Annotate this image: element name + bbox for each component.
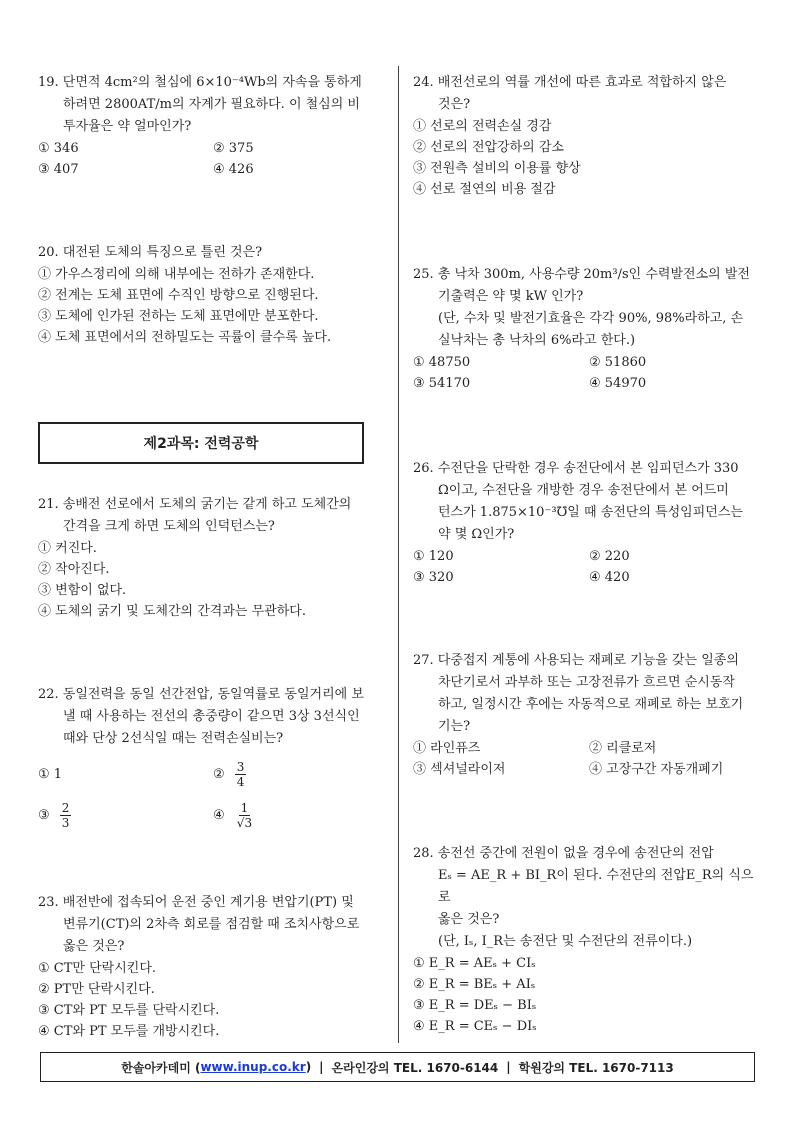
option-2[interactable]: [213, 760, 388, 789]
option-2[interactable]: ② 220: [589, 549, 630, 564]
question-28: [413, 843, 765, 1037]
option-1[interactable]: ① 48750: [413, 355, 471, 370]
stem-line: 때와 단상 2선식일 때는 전력손실비는?: [63, 731, 284, 746]
numerator: 2: [61, 800, 70, 815]
option-3[interactable]: ③ 섹셔널라이저: [413, 762, 506, 777]
stem-line: Ω이고, 수전단을 개방한 경우 송전단에서 본 어드미: [438, 483, 729, 498]
question-22: [38, 684, 388, 832]
question-21: [38, 494, 388, 622]
option-4[interactable]: [213, 801, 388, 830]
column-divider: [398, 66, 399, 1043]
fraction: [235, 760, 247, 789]
option-2[interactable]: ② E_R = BEₛ + AIₛ: [413, 977, 536, 992]
stem-line: 턴스가 1.875×10⁻³℧일 때 송전단의 특성임피던스는: [438, 505, 743, 520]
question-25-stem: [413, 264, 765, 352]
option-3[interactable]: ③ 전원측 설비의 이용률 향상: [413, 161, 581, 176]
stem-line: 19. 단면적 4cm²의 철심에 6×10⁻⁴Wb의 자속을 통하게: [38, 75, 362, 90]
footer-org: 한솔아카데미 (: [121, 1060, 201, 1075]
question-19: [38, 72, 388, 180]
stem-line: 21. 송배전 선로에서 도체의 굵기는 같게 하고 도체간의: [38, 497, 352, 512]
stem-line: (단, 수차 및 발전기효율은 각각 90%, 98%라하고, 손: [438, 311, 744, 326]
stem-line: 28. 송전선 중간에 전원이 없을 경우에 송전단의 전압: [413, 846, 714, 861]
stem-line: 기출력은 약 몇 kW 인가?: [438, 289, 584, 304]
stem-line: 하고, 일정시간 후에는 자동적으로 재폐로 하는 보호기: [438, 697, 744, 712]
option-1[interactable]: ① 라인퓨즈: [413, 741, 481, 756]
option-1[interactable]: ① E_R = AEₛ + CIₛ: [413, 956, 536, 971]
option-label: ④: [213, 807, 225, 823]
option-3[interactable]: ③ 407: [38, 162, 79, 177]
option-label: ②: [213, 766, 225, 782]
question-26: [413, 458, 765, 588]
stem-line: 하려면 2800AT/m의 자계가 필요하다. 이 철심의 비: [63, 97, 360, 112]
question-27-stem: [413, 650, 765, 738]
option-2[interactable]: ② 375: [213, 141, 254, 156]
footer: [40, 1052, 755, 1082]
option-4[interactable]: ④ 고장구간 자동개폐기: [589, 762, 724, 777]
stem-line: 변류기(CT)의 2차측 회로를 점검할 때 조치사항으로: [63, 917, 360, 932]
option-4[interactable]: ④ 도체 표면에서의 전하밀도는 곡률이 클수록 높다.: [38, 330, 332, 345]
option-label: ③: [38, 807, 50, 823]
stem-line: 기는?: [438, 719, 471, 734]
option-2[interactable]: ② 51860: [589, 355, 647, 370]
option-2[interactable]: ② 리클로저: [589, 741, 657, 756]
question-20-stem: 20. 대전된 도체의 특징으로 틀린 것은?: [38, 245, 263, 260]
stem-line: 25. 총 낙차 300m, 사용수량 20m³/s인 수력발전소의 발전: [413, 267, 750, 282]
question-28-stem: [413, 843, 765, 953]
stem-line: Eₛ = AE_R + BI_R이 된다. 수전단의 전압E_R의 식으로: [438, 868, 754, 905]
question-23: [38, 892, 388, 1042]
option-2[interactable]: ② PT만 단락시킨다.: [38, 982, 155, 997]
question-20: [38, 242, 388, 348]
question-24: [413, 72, 765, 200]
question-19-stem: [38, 72, 388, 138]
option-1[interactable]: ① 선로의 전력손실 경감: [413, 119, 552, 134]
option-3[interactable]: ③ E_R = DEₛ − BIₛ: [413, 998, 537, 1013]
option-4[interactable]: ④ 54970: [589, 376, 647, 391]
option-1[interactable]: ① 1: [38, 766, 63, 782]
question-24-stem: [413, 72, 765, 116]
option-4[interactable]: ④ 426: [213, 162, 254, 177]
footer-academy-tel: 학원강의 TEL. 1670-7113: [518, 1060, 674, 1075]
numerator: 3: [236, 759, 245, 774]
stem-line: 옳은 것은?: [63, 939, 125, 954]
stem-line: 24. 배전선로의 역률 개선에 따른 효과로 적합하지 않은: [413, 75, 727, 90]
option-1[interactable]: ① 가우스정리에 의해 내부에는 전하가 존재한다.: [38, 267, 315, 282]
stem-line: 26. 수전단을 단락한 경우 송전단에서 본 임피던스가 330: [413, 461, 739, 476]
question-26-stem: [413, 458, 765, 546]
footer-separator: |: [319, 1060, 324, 1074]
option-1[interactable]: ① CT만 단락시킨다.: [38, 961, 157, 976]
option-3[interactable]: ③ 변함이 없다.: [38, 583, 127, 598]
option-4[interactable]: ④ 420: [589, 570, 630, 585]
option-4[interactable]: ④ 도체의 굵기 및 도체간의 간격과는 무관하다.: [38, 604, 306, 619]
stem-line: 23. 배전반에 접속되어 운전 중인 계기용 변압기(PT) 및: [38, 895, 354, 910]
option-3[interactable]: ③ 54170: [413, 376, 471, 391]
option-4[interactable]: ④ E_R = CEₛ − DIₛ: [413, 1019, 537, 1034]
stem-line: 것은?: [438, 97, 471, 112]
denominator: √3: [236, 815, 253, 830]
option-2[interactable]: ② 전계는 도체 표면에 수직인 방향으로 진행된다.: [38, 288, 319, 303]
stem-line: 낼 때 사용하는 전선의 총중량이 같으면 3상 3선식인: [63, 709, 360, 724]
stem-line: (단, Iₛ, I_R는 송전단 및 수전단의 전류이다.): [438, 934, 693, 949]
question-23-stem: [38, 892, 388, 958]
option-4[interactable]: ④ CT와 PT 모두를 개방시킨다.: [38, 1024, 220, 1039]
denominator: 3: [61, 815, 70, 830]
footer-online-tel: 온라인강의 TEL. 1670-6144: [331, 1060, 499, 1075]
option-3[interactable]: ③ CT와 PT 모두를 단락시킨다.: [38, 1003, 220, 1018]
footer-separator: |: [506, 1060, 511, 1074]
option-3[interactable]: ③ 도체에 인가된 전하는 도체 표면에만 분포한다.: [38, 309, 319, 324]
option-3[interactable]: [38, 801, 213, 830]
stem-line: 옳은 것은?: [438, 912, 500, 927]
option-3[interactable]: ③ 320: [413, 570, 454, 585]
fraction: [235, 801, 254, 830]
option-1[interactable]: ① 346: [38, 141, 79, 156]
subject-title-box: [38, 422, 364, 464]
stem-line: 약 몇 Ω인가?: [438, 527, 515, 542]
option-4[interactable]: ④ 선로 절연의 비용 절감: [413, 182, 556, 197]
stem-line: 27. 다중접지 계통에 사용되는 재폐로 기능을 갖는 일종의: [413, 653, 739, 668]
stem-line: 실낙차는 총 낙차의 6%라고 한다.): [438, 333, 636, 348]
question-22-stem: [38, 684, 388, 750]
option-2[interactable]: ② 작아진다.: [38, 562, 110, 577]
subject-title: 제2과목: 전력공학: [143, 436, 259, 452]
stem-line: 투자율은 약 얼마인가?: [63, 119, 192, 134]
stem-line: 22. 동일전력을 동일 선간전압, 동일역률로 동일거리에 보: [38, 687, 364, 702]
footer-url-link[interactable]: www.inup.co.kr: [200, 1060, 306, 1074]
denominator: 4: [236, 774, 245, 789]
option-2[interactable]: ② 선로의 전압강하의 감소: [413, 140, 564, 155]
numerator: 1: [240, 800, 249, 815]
question-21-stem: [38, 494, 388, 538]
option-1[interactable]: ① 120: [413, 549, 454, 564]
question-27: [413, 650, 765, 780]
stem-line: 차단기로서 과부하 또는 고장전류가 흐르면 순시동작: [438, 675, 735, 690]
option-1[interactable]: ① 커진다.: [38, 541, 97, 556]
footer-org-close: ): [305, 1060, 312, 1074]
question-25: [413, 264, 765, 394]
fraction: [60, 801, 72, 830]
stem-line: 간격을 크게 하면 도체의 인덕턴스는?: [63, 519, 275, 534]
